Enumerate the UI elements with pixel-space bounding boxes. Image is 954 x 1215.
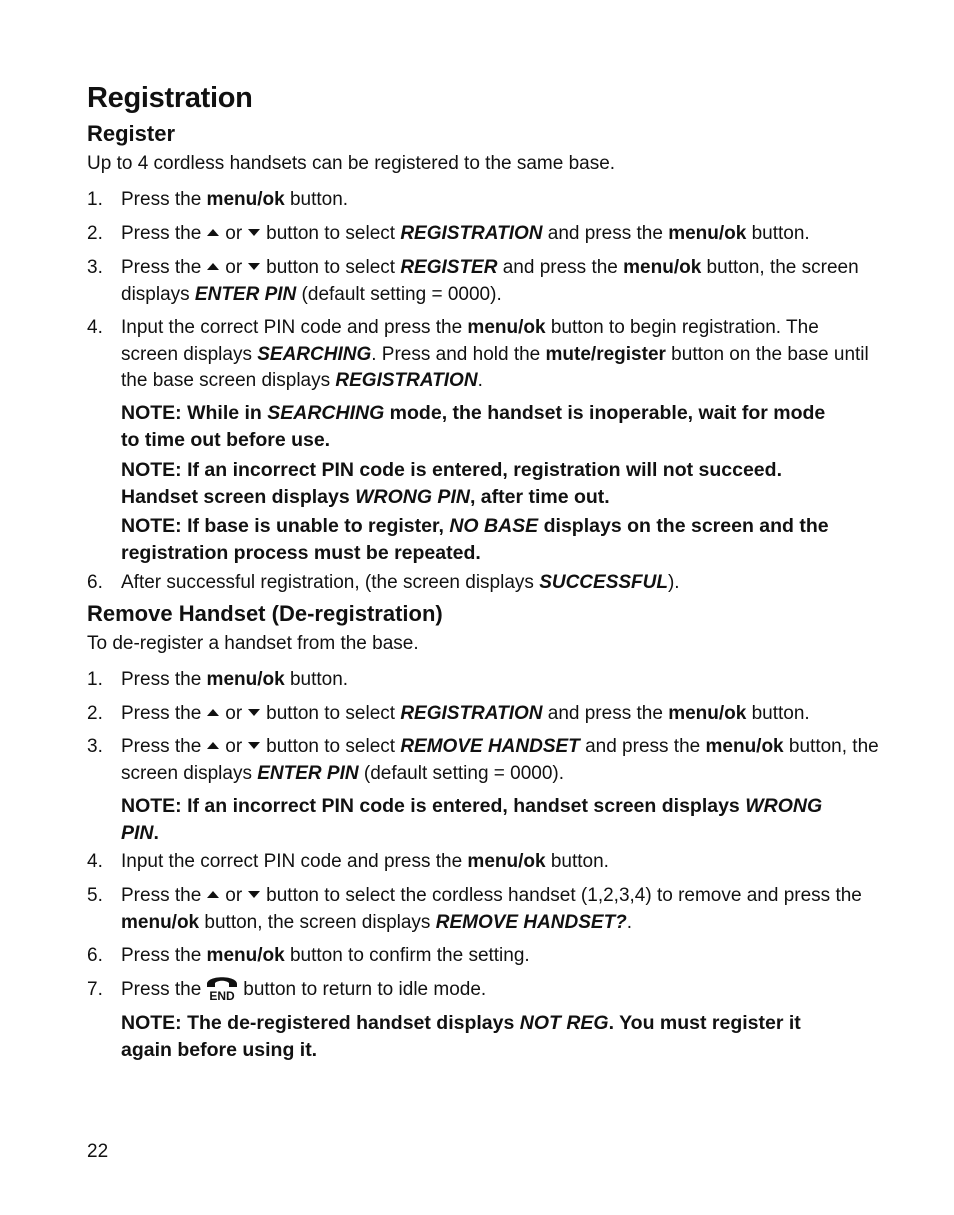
step-number: 1. <box>87 189 103 210</box>
section-heading-remove: Remove Handset (De-registration) <box>87 601 443 626</box>
section-intro-register: Up to 4 cordless handsets can be registered to the same base. <box>87 153 616 174</box>
step-number: 3. <box>87 257 103 278</box>
up-arrow-icon <box>207 891 219 898</box>
step-number: 2. <box>87 223 103 244</box>
note-not-reg: NOTE: The de-registered handset displays NOT REG. You must register it again before using it. <box>121 1012 801 1061</box>
step-number: 1. <box>87 669 103 690</box>
down-arrow-icon <box>248 742 260 749</box>
section-intro-remove: To de-register a handset from the base. <box>87 633 419 654</box>
step-number: 7. <box>87 979 103 1000</box>
page-title: Registration <box>87 82 253 114</box>
down-arrow-icon <box>248 229 260 236</box>
note-wrong-pin: NOTE: If an incorrect PIN code is entered, registration will not succeed. Handset screen displays WRONG PIN, after time out. <box>121 459 782 508</box>
end-call-icon <box>204 972 240 1002</box>
up-arrow-icon <box>207 229 219 236</box>
step-number: 4. <box>87 317 103 338</box>
step-number: 6. <box>87 572 103 593</box>
section-heading-register: Register <box>87 121 176 146</box>
step-number: 2. <box>87 703 103 724</box>
step-number: 6. <box>87 945 103 966</box>
note-no-base: NOTE: If base is unable to register, NO BASE displays on the screen and the registration process must be repeated. <box>121 515 829 564</box>
note-searching: NOTE: While in SEARCHING mode, the handset is inoperable, wait for mode to time out before use. <box>121 402 826 451</box>
up-arrow-icon <box>207 709 219 716</box>
step-number: 3. <box>87 736 103 757</box>
svg-text:END: END <box>209 988 235 1002</box>
down-arrow-icon <box>248 263 260 270</box>
down-arrow-icon <box>248 891 260 898</box>
down-arrow-icon <box>248 709 260 716</box>
page-number: 22 <box>87 1141 109 1162</box>
step-number: 4. <box>87 851 103 872</box>
up-arrow-icon <box>207 263 219 270</box>
step-number: 5. <box>87 885 103 906</box>
note-wrong-pin-remove: NOTE: If an incorrect PIN code is entered, handset screen displays WRONG PIN. <box>121 795 823 844</box>
up-arrow-icon <box>207 742 219 749</box>
